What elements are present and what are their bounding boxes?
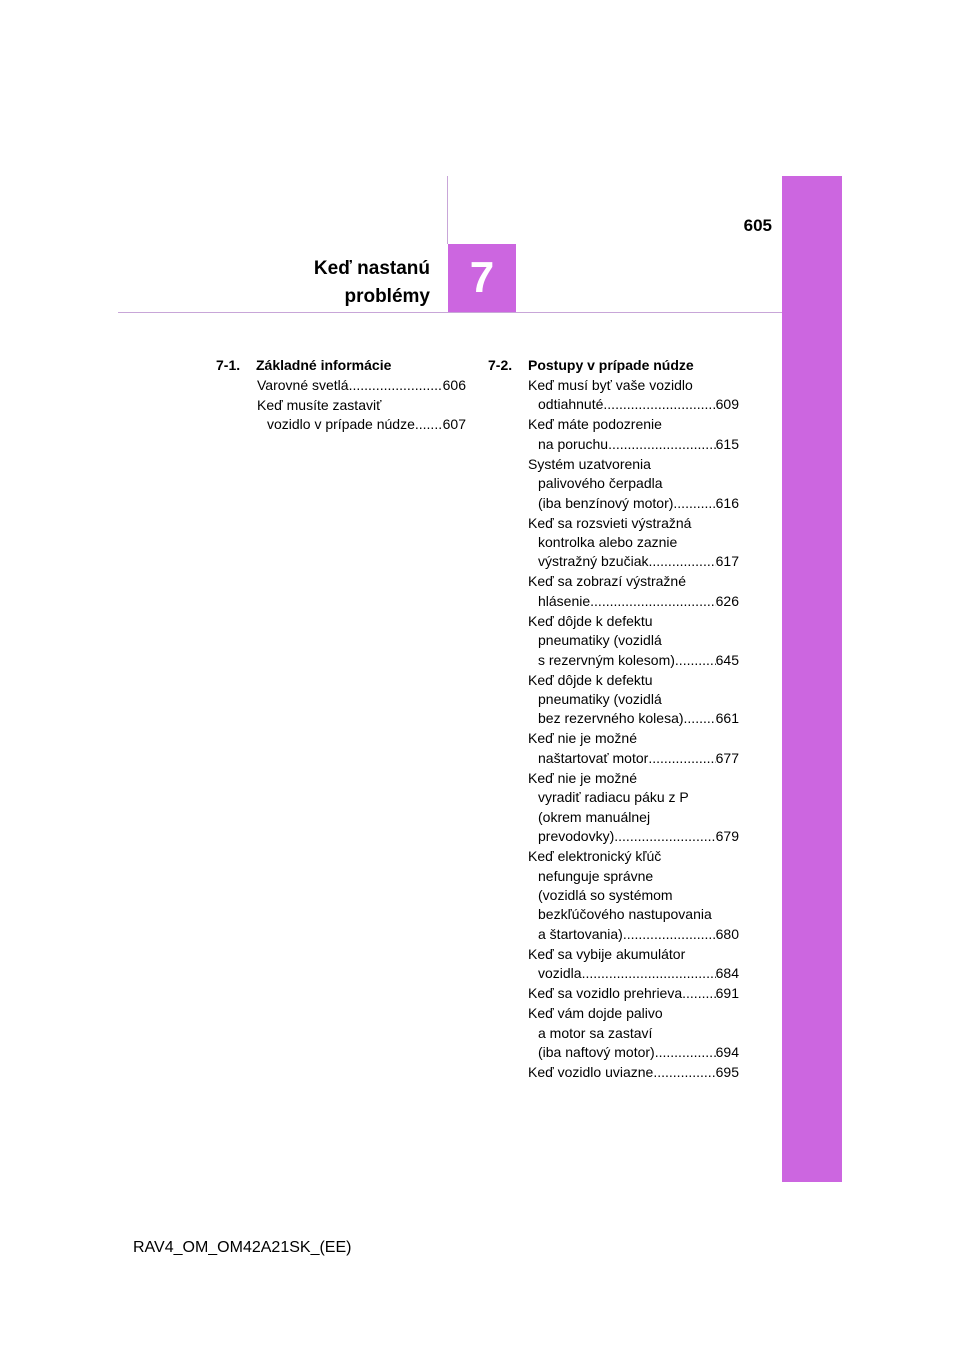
toc-list-7-2 [528,376,739,1083]
toc-entry[interactable] [528,572,739,611]
dot-leader [682,984,716,1003]
section-title: Základné informácie [256,357,392,373]
dot-leader [590,592,715,611]
chapter-side-tab [782,176,842,1182]
header-vertical-rule [447,176,448,244]
toc-entry-text: Keď dôjde k defektu [528,671,653,688]
toc-entry-text: Keď musí byť vaše vozidlo [528,377,693,393]
dot-leader [675,651,716,670]
toc-entry-text: (okrem manuálnej [538,808,651,825]
toc-entry-text: Keď nie je možné [528,730,637,747]
toc-page-number[interactable]: 695 [715,1063,739,1080]
toc-entry[interactable] [528,945,739,984]
toc-entry[interactable] [257,396,466,435]
toc-page-number[interactable]: 677 [715,749,739,766]
toc-entry-text: bezkľúčového nastupovania [538,906,712,923]
dot-leader [684,709,716,728]
toc-entry-text: Keď sa rozsvieti výstražná [528,514,692,531]
dot-leader [648,749,715,768]
chapter-title [314,255,430,311]
toc-page-number[interactable]: 680 [715,925,739,942]
toc-page-number[interactable]: 617 [715,553,739,570]
section-number: 7-1. [216,357,241,373]
toc-entry-text: Keď vám dojde palivo [528,1005,663,1022]
toc-page-number[interactable]: 694 [715,1043,739,1060]
toc-entry-text: naštartovať motor [538,749,649,766]
toc-entry-text: (iba naftový motor) [538,1043,655,1060]
toc-entry-text: nefunguje správne [538,867,654,884]
toc-entry-text: Keď vozidlo uviazne [528,1063,654,1080]
toc-entry-text: vozidla [538,965,582,982]
toc-entry-text: (vozidlá so systémom [538,886,673,903]
toc-entry[interactable] [528,769,739,847]
toc-page-number[interactable]: 661 [715,710,739,727]
toc-page-number[interactable]: 691 [715,985,739,1002]
toc-entry[interactable] [528,847,739,944]
dot-leader [648,552,715,571]
toc-entry[interactable] [528,729,739,768]
toc-entry-text: palivového čerpadla [538,475,663,492]
dot-leader [653,1063,715,1082]
dot-leader [582,964,716,983]
toc-page-number[interactable]: 645 [715,651,739,668]
toc-entry-text: pneumatiky (vozidlá [538,632,662,649]
chapter-number-box: 7 [448,244,516,312]
toc-entry-text: Varovné svetlá [257,377,349,393]
dot-leader [603,395,715,414]
toc-entry[interactable] [528,376,739,415]
toc-entry-text: Keď musíte zastaviť [257,397,382,413]
toc-entry-text: s rezervným kolesom) [538,651,675,668]
toc-entry-text: výstražný bzučiak [538,553,649,570]
toc-page-number[interactable]: 616 [715,494,739,511]
toc-entry-text: pneumatiky (vozidlá [538,691,662,708]
toc-page-number[interactable]: 626 [715,592,739,609]
toc-page-number[interactable]: 684 [715,965,739,982]
section-number: 7-2. [488,357,513,373]
chapter-title-line: Keď nastanú [313,258,430,279]
document-footer-code: RAV4_OM_OM42A21SK_(EE) [133,1239,352,1256]
toc-entry-text: bez rezervného kolesa) [538,710,684,727]
toc-entry-text: Systém uzatvorenia [528,455,651,472]
toc-entry[interactable] [528,415,739,454]
toc-entry-text: Keď sa zobrazí výstražné [528,573,687,590]
dot-leader [655,1043,716,1062]
toc-entry-text: vozidlo v prípade núdze [267,416,415,433]
toc-page-number[interactable]: 609 [715,396,739,413]
dot-leader [673,494,715,513]
toc-entry-text: (iba benzínový motor) [538,494,674,511]
toc-entry-text: a štartovania) [538,925,623,942]
toc-page-number[interactable]: 679 [715,828,739,845]
toc-entry[interactable] [528,984,739,1003]
toc-entry-text: prevodovky) [538,828,615,845]
toc-entry[interactable] [528,1004,739,1062]
toc-entry-text: hlásenie [538,592,591,609]
dot-leader [614,827,715,846]
toc-entry[interactable] [257,376,466,395]
toc-entry-text: vyradiť radiacu páku z P [538,789,689,806]
dot-leader [623,925,716,944]
toc-entry-text: Keď sa vybije akumulátor [528,945,686,962]
dot-leader [415,415,443,434]
toc-entry-text: odtiahnuté [538,396,604,413]
toc-entry-text: a motor sa zastaví [538,1024,653,1041]
toc-entry-text: Keď elektronický kľúč [528,848,662,865]
section-title: Postupy v prípade núdze [528,357,694,373]
section-heading-7-2[interactable] [488,355,694,375]
toc-entry-text: na poruchu [538,435,609,452]
dot-leader [349,376,443,395]
toc-page-number[interactable]: 606 [442,377,466,393]
chapter-title-line: problémy [344,286,430,307]
dot-leader [608,435,716,454]
toc-entry-text: Keď dôjde k defektu [528,612,653,629]
header-horizontal-rule [118,312,782,313]
toc-entry[interactable] [528,1063,739,1082]
toc-entry-text: Keď máte podozrenie [528,416,662,433]
toc-entry-text: kontrolka alebo zaznie [538,534,678,551]
section-heading-7-1[interactable] [216,355,391,375]
toc-entry-text: Keď sa vozidlo prehrieva [528,985,683,1002]
toc-entry[interactable] [528,514,739,572]
toc-entry[interactable] [528,455,739,513]
toc-entry[interactable] [528,612,739,670]
page-number: 605 [743,216,772,235]
toc-entry[interactable] [528,671,739,729]
toc-page-number[interactable]: 615 [715,435,739,452]
toc-page-number[interactable]: 607 [442,416,466,433]
toc-entry-text: Keď nie je možné [528,769,637,786]
toc-list-7-1 [257,376,466,435]
